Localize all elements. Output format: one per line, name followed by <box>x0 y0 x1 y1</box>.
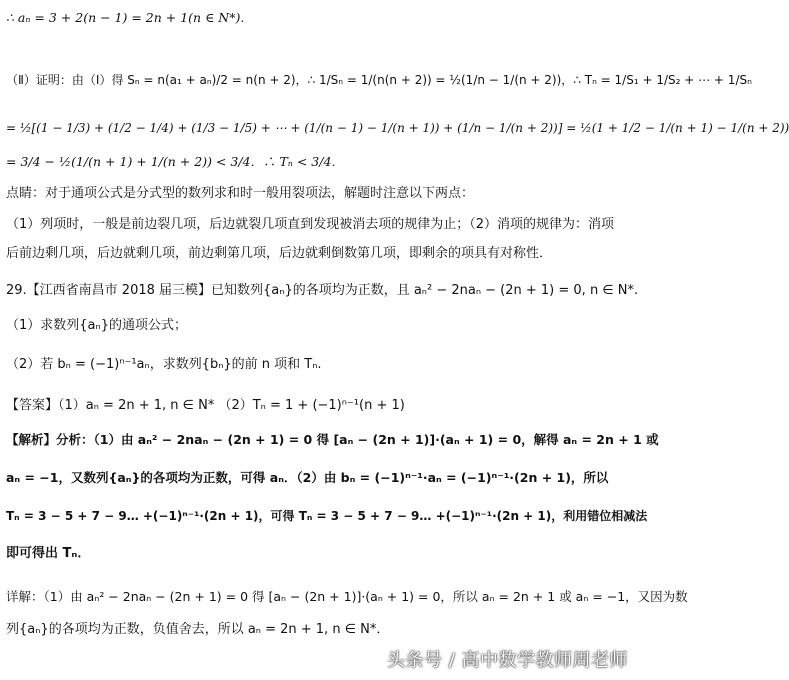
line-question-1: （1）求数列{aₙ}的通项公式； <box>6 318 187 333</box>
line-question-2: （2）若 bₙ = (−1)ⁿ⁻¹aₙ，求数列{bₙ}的前 n 项和 Tₙ. <box>6 357 322 372</box>
line-answer: 【答案】（1）aₙ = 2n + 1, n ∈ N* （2）Tₙ = 1 + (−1)ⁿ⁻¹(n + 1) <box>6 398 405 413</box>
line-analysis-3: Tₙ = 3 − 5 + 7 − 9… +(−1)ⁿ⁻¹·(2n + 1)，可得 Tₙ = 3 − 5 + 7 − 9… +(−1)ⁿ⁻¹·(2n + 1)，利用错位相减法 <box>6 509 648 523</box>
line-analysis-4: 即可得出 Tₙ． <box>6 546 91 561</box>
line-remark-1: （1）列项时，一般是前边裂几项，后边就裂几项直到发现被消去项的规律为止；（2）消项的规律为：消项 <box>6 217 615 232</box>
line-proof-part-ii: （Ⅱ）证明：由（Ⅰ）得 Sₙ = n(a₁ + aₙ)/2 = n(n + 2)，∴ 1/Sₙ = 1/(n(n + 2)) = ½(1/n − 1/(n + 2))，∴ Tₙ = 1/S₁ + 1/S₂ + ⋯ + 1/Sₙ <box>6 73 752 87</box>
line-telescoping-sum: = ½[(1 − 1/3) + (1/2 − 1/4) + (1/3 − 1/5) + ⋯ + (1/(n − 1) − 1/(n + 1)) + (1/n − 1/(n + 2))] = ½(1 + 1/2 − 1/(n + 1) − 1/(n + 2)) <box>6 121 789 135</box>
line-remark-2: 后前边剩几项，后边就剩几项，前边剩第几项，后边就剩倒数第几项，即剩余的项具有对称性． <box>6 246 553 261</box>
line-detail-1: 详解：（1）由 aₙ² − 2naₙ − (2n + 1) = 0 得 [aₙ − (2n + 1)]·(aₙ + 1) = 0，所以 aₙ = 2n + 1 或 aₙ = −1，又因为数 <box>6 589 688 604</box>
line-analysis-1: 【解析】分析：（1）由 aₙ² − 2naₙ − (2n + 1) = 0 得 [aₙ − (2n + 1)]·(aₙ + 1) = 0，解得 aₙ = 2n + 1 或 <box>6 432 659 447</box>
line-problem-29: 29.【江西省南昌市 2018 届三模】已知数列{aₙ}的各项均为正数，且 aₙ² − 2naₙ − (2n + 1) = 0, n ∈ N*. <box>6 283 639 298</box>
line-remark-title: 点睛：对于通项公式是分式型的数列求和时一般用裂项法，解题时注意以下两点： <box>6 186 475 201</box>
line-an-formula: ∴ aₙ = 3 + 2(n − 1) = 2n + 1(n ∈ N*). <box>6 10 245 25</box>
line-bound-conclusion: = 3/4 − ½(1/(n + 1) + 1/(n + 2)) < 3/4．∴ Tₙ < 3/4． <box>6 154 344 169</box>
line-analysis-2: aₙ = −1，又数列{aₙ}的各项均为正数，可得 aₙ．（2）由 bₙ = (−1)ⁿ⁻¹·aₙ = (−1)ⁿ⁻¹·(2n + 1)，所以 <box>6 470 609 485</box>
watermark: 头条号 / 高中数学教师周老师 <box>386 650 628 671</box>
line-detail-2: 列{aₙ}的各项均为正数，负值舍去，所以 aₙ = 2n + 1, n ∈ N*． <box>6 622 390 637</box>
